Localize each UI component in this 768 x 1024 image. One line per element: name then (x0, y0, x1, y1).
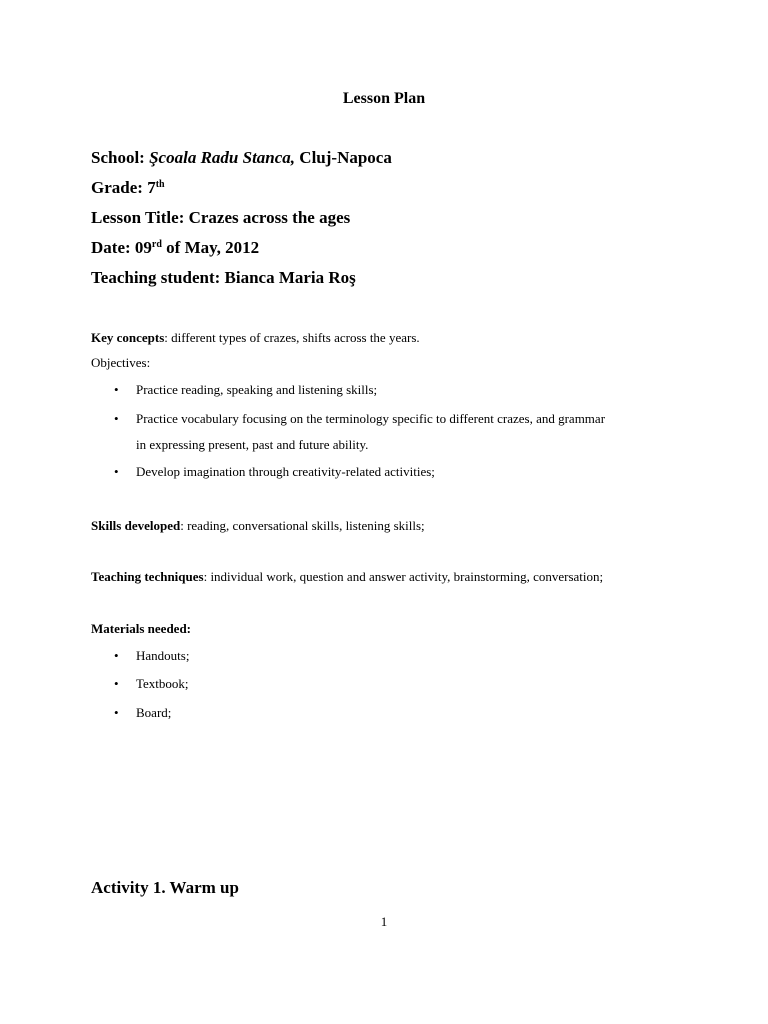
page-number: 1 (380, 914, 388, 929)
grade-suffix: th (155, 179, 165, 190)
grade-line (91, 177, 165, 199)
school-line (91, 147, 392, 169)
techniques-label: Teaching techniques (91, 569, 204, 584)
teaching-techniques (91, 568, 603, 586)
bullet-icon: • (114, 648, 119, 663)
materials-label-text: Materials needed: (91, 621, 192, 636)
bullet-icon: • (114, 705, 119, 720)
date-rest: of May, 2012 (166, 238, 260, 257)
date-line (91, 237, 259, 259)
objectives-label: Objectives: (91, 355, 151, 370)
date-suffix: rd (151, 239, 162, 250)
material-item: Textbook; (136, 676, 189, 691)
key-concepts-label: Key concepts (91, 330, 165, 345)
lesson-title-value: Crazes across the ages (188, 208, 351, 227)
bullet-icon: • (114, 464, 119, 479)
bullet-icon: • (114, 382, 119, 397)
date-label: Date: (91, 238, 131, 257)
school-city: Cluj-Napoca (299, 148, 392, 167)
skills-developed (91, 517, 425, 535)
teacher-label: Teaching student: (91, 268, 221, 287)
document-title: Lesson Plan (342, 90, 426, 107)
bullet-icon: • (114, 411, 119, 426)
teacher-line (91, 267, 356, 289)
school-name: Şcoala Radu Stanca, (149, 148, 296, 167)
skills-text: : reading, conversational skills, listening skills; (180, 518, 425, 533)
bullet-icon: • (114, 676, 119, 691)
skills-label: Skills developed (91, 518, 181, 533)
school-label: School: (91, 148, 145, 167)
materials-label (91, 620, 191, 638)
material-item: Board; (136, 705, 172, 720)
activity-heading: Activity 1. Warm up (91, 878, 239, 897)
lesson-title-label: Lesson Title: (91, 208, 185, 227)
grade-value: 7 (147, 178, 156, 197)
lesson-title-line (91, 207, 350, 229)
date-day: 09 (134, 238, 152, 257)
key-concepts-text: : different types of crazes, shifts across the years. (164, 330, 420, 345)
objective-item-continuation: in expressing present, past and future ability. (136, 437, 369, 452)
grade-label: Grade: (91, 178, 143, 197)
teacher-value: Bianca Maria Roş (224, 268, 356, 287)
techniques-text: : individual work, question and answer activity, brainstorming, conversation; (203, 569, 604, 584)
key-concepts (91, 329, 420, 347)
objective-item: Practice reading, speaking and listening skills; (136, 382, 378, 397)
objective-item: Practice vocabulary focusing on the terminology specific to different crazes, and grammar (136, 411, 606, 426)
material-item: Handouts; (136, 648, 190, 663)
objective-item: Develop imagination through creativity-related activities; (136, 464, 435, 479)
